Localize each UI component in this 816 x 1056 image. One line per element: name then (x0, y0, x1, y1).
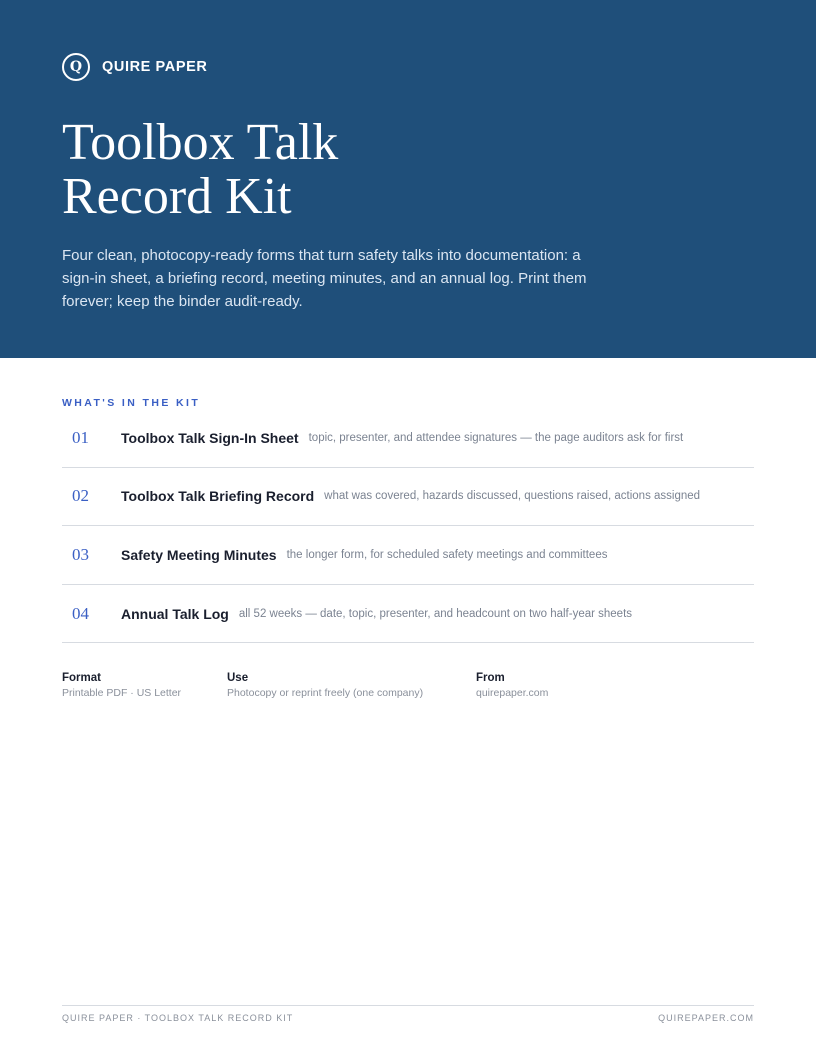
footer-right-text: QUIREPAPER.COM (658, 1013, 754, 1023)
list-item (62, 409, 754, 468)
brand-name: QUIRE PAPER (102, 59, 208, 75)
hero-banner (0, 0, 816, 358)
meta-use (227, 672, 423, 699)
item-title: Safety Meeting Minutes (121, 546, 277, 563)
meta-label: Format (62, 672, 101, 684)
meta-from (476, 672, 548, 699)
item-number: 03 (72, 544, 89, 564)
item-title: Annual Talk Log (121, 605, 229, 622)
meta-value: Photocopy or reprint freely (one company) (227, 687, 424, 699)
item-description: what was covered, hazards discussed, questions raised, actions assigned (324, 490, 701, 503)
item-title: Toolbox Talk Briefing Record (121, 488, 315, 505)
item-description: the longer form, for scheduled safety meetings and committees (286, 548, 608, 561)
brand (62, 53, 207, 81)
footer-left-text: QUIRE PAPER · TOOLBOX TALK RECORD KIT (62, 1013, 294, 1023)
list-item (62, 585, 754, 644)
item-number: 04 (72, 603, 89, 623)
meta-value: Printable PDF · US Letter (62, 687, 182, 699)
list-item (62, 526, 754, 585)
intro-paragraph: Four clean, photocopy-ready forms that turn safety talks into documentation: a sign-in sheet, a briefing record, meeting minutes, and an annual log. Print them forever; keep the binder audit-ready. (62, 247, 587, 310)
item-description: all 52 weeks — date, topic, presenter, and headcount on two half-year sheets (238, 607, 633, 620)
q-logo-icon: Q (62, 53, 90, 81)
page-title (62, 116, 338, 224)
footer-divider (62, 1005, 754, 1006)
list-item (62, 468, 754, 527)
item-number: 01 (72, 427, 89, 447)
title-line-1: Toolbox Talk (62, 114, 339, 171)
item-number: 02 (72, 486, 89, 506)
item-title: Toolbox Talk Sign-In Sheet (121, 429, 299, 446)
section-heading: WHAT'S IN THE KIT (62, 397, 201, 409)
meta-value: quirepaper.com (476, 687, 549, 699)
kit-contents-list (62, 409, 754, 643)
meta-label: From (476, 672, 505, 684)
title-line-2: Record Kit (62, 168, 292, 225)
meta-label: Use (227, 672, 249, 684)
meta-format (62, 672, 181, 699)
item-description: topic, presenter, and attendee signatures — the page auditors ask for first (308, 431, 684, 444)
